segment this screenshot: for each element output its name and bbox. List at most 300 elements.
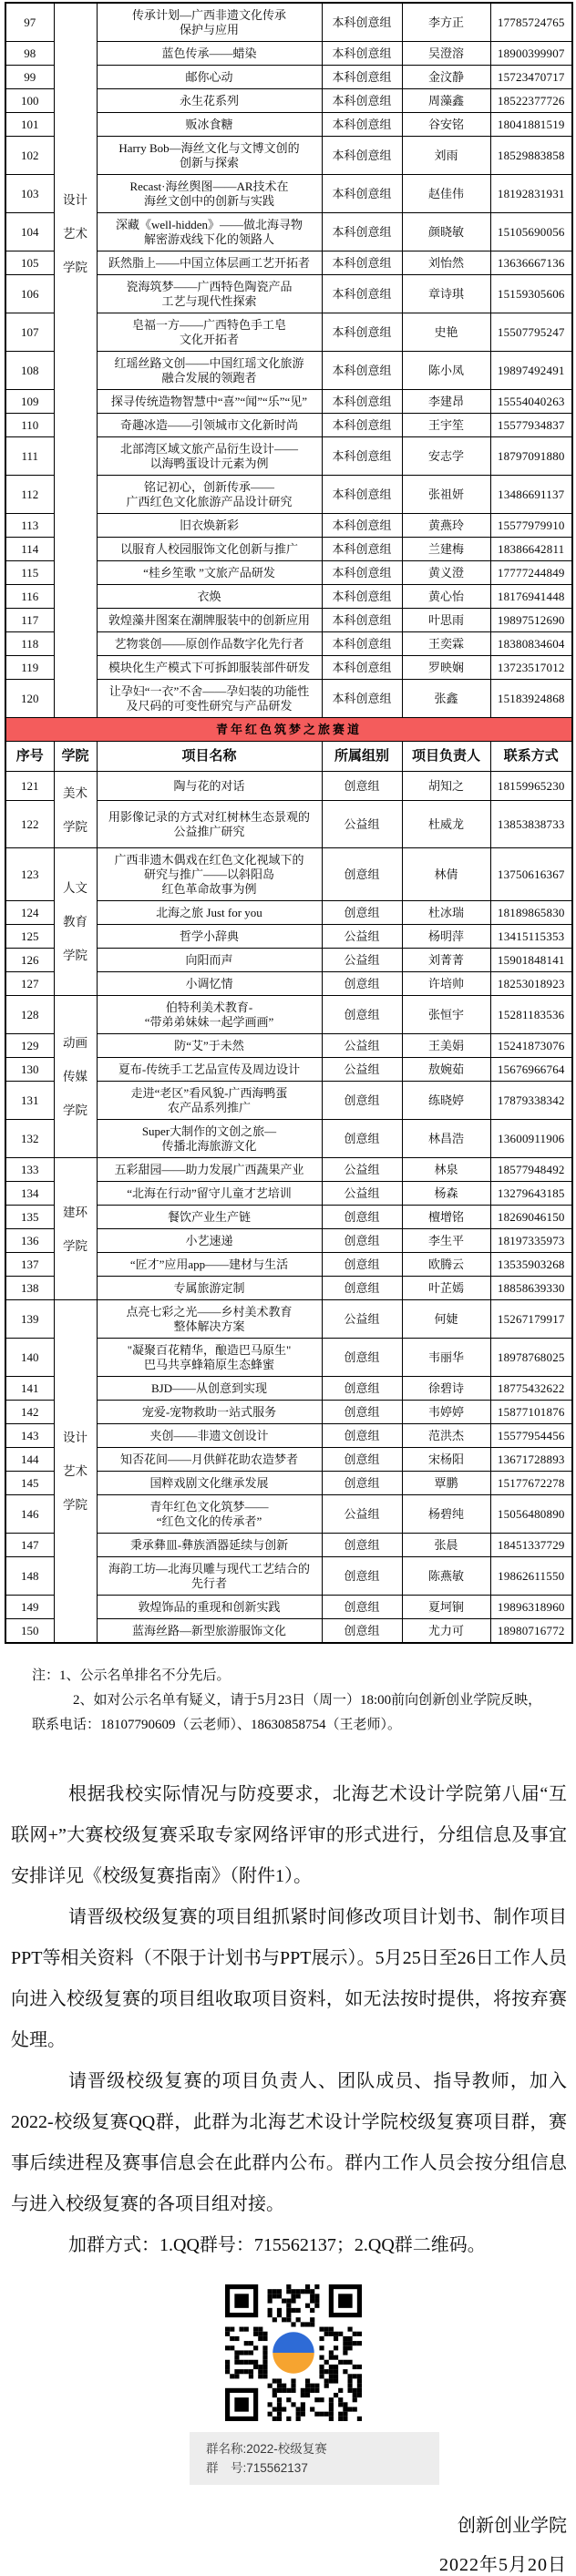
row-number-cell: 124	[5, 901, 54, 925]
group-cell: 创意组	[322, 772, 402, 801]
project-name-cell: “匠才”应用app——建材与生活	[97, 1253, 322, 1277]
project-name-cell: 衣焕	[97, 585, 322, 609]
group-cell: 本科创意组	[322, 656, 402, 680]
row-number-cell: 148	[5, 1557, 54, 1596]
phone-cell: 18980716772	[490, 1619, 572, 1644]
row-number-cell: 121	[5, 772, 54, 801]
notes-line: 联系电话：18107790609（云老师）、18630858754（王老师）。	[32, 1718, 402, 1732]
row-number-cell: 133	[5, 1158, 54, 1182]
row-number-cell: 136	[5, 1229, 54, 1253]
qr-code	[225, 2284, 362, 2421]
project-name-cell: 哲学小辞典	[97, 925, 322, 949]
phone-cell: 17777244849	[490, 561, 572, 585]
group-cell: 本科创意组	[322, 609, 402, 632]
signature-block	[0, 2510, 576, 2576]
leader-cell: 吴澄溶	[402, 42, 490, 66]
group-cell: 创意组	[322, 1082, 402, 1120]
undergrad-creative-section	[5, 3, 572, 718]
project-name-cell: "凝聚百花精华，酿造巴马原生" 巴马共享蜂箱原生态蜂蜜	[97, 1339, 322, 1377]
row-number-cell: 111	[5, 437, 54, 476]
announcement-body	[11, 1774, 567, 2266]
leader-cell: 林泉	[402, 1158, 490, 1182]
phone-cell: 15723470717	[490, 66, 572, 89]
row-number-cell: 119	[5, 656, 54, 680]
leader-cell: 范洪杰	[402, 1424, 490, 1448]
phone-cell: 18858639330	[490, 1277, 572, 1300]
leader-cell: 王奕霖	[402, 632, 490, 656]
phone-cell: 18451337729	[490, 1534, 572, 1557]
phone-cell: 15507795247	[490, 313, 572, 352]
phone-cell: 15183924868	[490, 680, 572, 718]
project-name-cell: 模块化生产模式下可拆卸服装部件研发	[97, 656, 322, 680]
leader-cell: 林倩	[402, 848, 490, 901]
group-cell: 创意组	[322, 1206, 402, 1229]
project-name-cell: 邮你心动	[97, 66, 322, 89]
leader-cell: 李建昂	[402, 390, 490, 414]
leader-cell: 谷安铭	[402, 113, 490, 137]
row-number-cell: 147	[5, 1534, 54, 1557]
project-name-cell: 国粹戏剧文化继承发展	[97, 1472, 322, 1495]
phone-cell: 15577934837	[490, 414, 572, 437]
project-name-cell: 专属旅游定制	[97, 1277, 322, 1300]
row-number-cell: 112	[5, 476, 54, 514]
phone-cell: 15241873076	[490, 1034, 572, 1058]
table-row	[5, 1300, 572, 1339]
group-cell: 本科创意组	[322, 3, 402, 42]
group-cell: 公益组	[322, 1158, 402, 1182]
row-number-cell: 117	[5, 609, 54, 632]
project-name-cell: 向阳而声	[97, 949, 322, 972]
group-cell: 本科创意组	[322, 251, 402, 275]
group-cell: 创意组	[322, 1448, 402, 1472]
leader-cell: 张恒宇	[402, 996, 490, 1034]
leader-cell: 欧腾云	[402, 1253, 490, 1277]
group-cell: 本科创意组	[322, 275, 402, 313]
group-cell: 本科创意组	[322, 42, 402, 66]
project-name-cell: 传承计划—广西非遗文化传承 保护与应用	[97, 3, 322, 42]
row-number-cell: 123	[5, 848, 54, 901]
project-name-cell: 小调忆情	[97, 972, 322, 996]
row-number-cell: 140	[5, 1339, 54, 1377]
phone-cell: 15901848141	[490, 949, 572, 972]
table-row	[5, 1158, 572, 1182]
leader-cell: 陈小凤	[402, 352, 490, 390]
row-number-cell: 132	[5, 1120, 54, 1158]
group-cell: 创意组	[322, 1229, 402, 1253]
project-name-cell: 点亮七彩之光——乡村美术教育 整体解决方案	[97, 1300, 322, 1339]
college-label: 设计 艺术 学院	[63, 192, 87, 274]
row-number-cell: 98	[5, 42, 54, 66]
phone-cell: 13636667136	[490, 251, 572, 275]
group-cell: 本科创意组	[322, 390, 402, 414]
leader-cell: 张祖妍	[402, 476, 490, 514]
row-number-cell: 110	[5, 414, 54, 437]
leader-cell: 叶芷嫣	[402, 1277, 490, 1300]
leader-cell: 叶思雨	[402, 609, 490, 632]
phone-cell: 17785724765	[490, 3, 572, 42]
leader-cell: 许培帅	[402, 972, 490, 996]
phone-cell: 18775432622	[490, 1377, 572, 1401]
signature-department: 创新创业学院	[458, 2516, 567, 2536]
leader-cell: 史艳	[402, 313, 490, 352]
row-number-cell: 102	[5, 137, 54, 175]
project-name-cell: 永生花系列	[97, 89, 322, 113]
leader-cell: 张晨	[402, 1534, 490, 1557]
phone-cell: 17879338342	[490, 1082, 572, 1120]
phone-cell: 18159965230	[490, 772, 572, 801]
project-roster-table	[5, 2, 573, 1644]
project-name-cell: 北海之旅 Just for you	[97, 901, 322, 925]
phone-cell: 18577948492	[490, 1158, 572, 1182]
phone-cell: 15056480890	[490, 1495, 572, 1534]
phone-cell: 18529883858	[490, 137, 572, 175]
phone-cell: 18189865830	[490, 901, 572, 925]
group-cell: 创意组	[322, 1377, 402, 1401]
phone-cell: 15281183536	[490, 996, 572, 1034]
group-cell: 本科创意组	[322, 680, 402, 718]
project-name-cell: 艺物裳创——原创作品数字化先行者	[97, 632, 322, 656]
leader-cell: 杨森	[402, 1182, 490, 1206]
group-cell: 创意组	[322, 1339, 402, 1377]
phone-cell: 15177672278	[490, 1472, 572, 1495]
phone-cell: 18253018923	[490, 972, 572, 996]
phone-cell: 18041881519	[490, 113, 572, 137]
row-number-cell: 114	[5, 538, 54, 561]
row-number-cell: 150	[5, 1619, 54, 1644]
phone-cell: 13486691137	[490, 476, 572, 514]
project-name-cell: 铭记初心，创新传承—— 广西红色文化旅游产品设计研究	[97, 476, 322, 514]
leader-cell: 颜晓敏	[402, 213, 490, 251]
track-banner: 青年红色筑梦之旅赛道	[5, 718, 572, 742]
row-number-cell: 99	[5, 66, 54, 89]
row-number-cell: 135	[5, 1206, 54, 1229]
project-name-cell: 贩冰食糖	[97, 113, 322, 137]
group-cell: 本科创意组	[322, 313, 402, 352]
leader-cell: 金汶静	[402, 66, 490, 89]
phone-cell: 13853838733	[490, 801, 572, 848]
phone-cell: 18380834604	[490, 632, 572, 656]
leader-cell: 尤力可	[402, 1619, 490, 1644]
leader-cell: 胡知之	[402, 772, 490, 801]
project-name-cell: 海韵工坊—北海贝雕与现代工艺结合的 先行者	[97, 1557, 322, 1596]
col-header-college: 学院	[54, 742, 97, 772]
project-name-cell: 红瑶丝路文创——中国红瑶文化旅游 融合发展的领跑者	[97, 352, 322, 390]
leader-cell: 黄心怡	[402, 585, 490, 609]
row-number-cell: 116	[5, 585, 54, 609]
row-number-cell: 128	[5, 996, 54, 1034]
row-number-cell: 129	[5, 1034, 54, 1058]
leader-cell: 檀增铭	[402, 1206, 490, 1229]
group-cell: 本科创意组	[322, 538, 402, 561]
phone-cell: 15554040263	[490, 390, 572, 414]
phone-cell: 19897512690	[490, 609, 572, 632]
leader-cell: 杜冰瑞	[402, 901, 490, 925]
group-cell: 本科创意组	[322, 137, 402, 175]
leader-cell: 刘雨	[402, 137, 490, 175]
group-cell: 本科创意组	[322, 476, 402, 514]
signature-date: 2022年5月20日	[439, 2555, 567, 2575]
college-cell	[54, 3, 97, 718]
leader-cell: 黄义澄	[402, 561, 490, 585]
body-paragraph: 请晋级校级复赛的项目组抓紧时间修改项目计划书、制作项目PPT等相关资料（不限于计划书与PPT展示）。5月25日至26日工作人员向进入校级复赛的项目组收取项目资料，如无法按时提供，将按弃赛处理。	[11, 1907, 567, 2050]
project-name-cell: 蓝海丝路—新型旅游服饰文化	[97, 1619, 322, 1644]
leader-cell: 韦丽华	[402, 1339, 490, 1377]
phone-cell: 18978768025	[490, 1339, 572, 1377]
row-number-cell: 139	[5, 1300, 54, 1339]
leader-cell: 安志学	[402, 437, 490, 476]
col-header-group: 所属组别	[322, 742, 402, 772]
group-cell: 创意组	[322, 1120, 402, 1158]
row-number-cell: 107	[5, 313, 54, 352]
leader-cell: 杨明萍	[402, 925, 490, 949]
leader-cell: 何婕	[402, 1300, 490, 1339]
project-name-cell: 蓝色传承——蜡染	[97, 42, 322, 66]
group-cell: 公益组	[322, 949, 402, 972]
project-name-cell: 秉承彝皿-彝族酒器延续与创新	[97, 1534, 322, 1557]
group-cell: 创意组	[322, 1557, 402, 1596]
group-cell: 创意组	[322, 1534, 402, 1557]
leader-cell: 陈燕敏	[402, 1557, 490, 1596]
leader-cell: 刘菁菁	[402, 949, 490, 972]
group-cell: 创意组	[322, 901, 402, 925]
leader-cell: 覃鹏	[402, 1472, 490, 1495]
group-cell: 本科创意组	[322, 414, 402, 437]
leader-cell: 徐碧诗	[402, 1377, 490, 1401]
phone-cell: 19896318960	[490, 1596, 572, 1619]
group-cell: 本科创意组	[322, 352, 402, 390]
phone-cell: 19897492491	[490, 352, 572, 390]
row-number-cell: 138	[5, 1277, 54, 1300]
leader-cell: 章诗琪	[402, 275, 490, 313]
phone-cell: 15159305606	[490, 275, 572, 313]
row-number-cell: 115	[5, 561, 54, 585]
col-header-contact: 联系方式	[490, 742, 572, 772]
row-number-cell: 118	[5, 632, 54, 656]
group-cell: 本科创意组	[322, 561, 402, 585]
group-cell: 本科创意组	[322, 213, 402, 251]
row-number-cell: 146	[5, 1495, 54, 1534]
project-name-cell: 夹创——非遗文创设计	[97, 1424, 322, 1448]
row-number-cell: 103	[5, 175, 54, 213]
group-cell: 本科创意组	[322, 632, 402, 656]
college-label: 人文 教育 学院	[63, 881, 87, 962]
project-name-cell: 宠爱-宠物救助一站式服务	[97, 1401, 322, 1424]
row-number-cell: 134	[5, 1182, 54, 1206]
group-cell: 公益组	[322, 1058, 402, 1082]
college-label: 美术 学院	[63, 785, 87, 834]
leader-cell: 王美娟	[402, 1034, 490, 1058]
row-number-cell: 108	[5, 352, 54, 390]
project-name-cell: 广西非遗木偶戏在红色文化视域下的 研究与推广——以斜阳岛 红色革命故事为例	[97, 848, 322, 901]
leader-cell: 周藻鑫	[402, 89, 490, 113]
project-name-cell: “桂乡笙歌 ”文旅产品研发	[97, 561, 322, 585]
phone-cell: 18522377726	[490, 89, 572, 113]
project-name-cell: 让孕妇“一衣”不舍——孕妇装的功能性 及尺码的可变性研究与产品研发	[97, 680, 322, 718]
phone-cell: 15676966764	[490, 1058, 572, 1082]
qr-caption-box	[190, 2432, 439, 2485]
group-cell: 公益组	[322, 801, 402, 848]
college-cell	[54, 1300, 97, 1644]
college-label: 建环 学院	[63, 1205, 87, 1253]
body-paragraph: 根据我校实际情况与防疫要求，北海艺术设计学院第八届“互联网+”大赛校级复赛采取专家网络评审的形式进行，分组信息及事宜安排详见《校级复赛指南》（附件1）。	[11, 1784, 567, 1886]
phone-cell: 18797091880	[490, 437, 572, 476]
project-name-cell: 青年红色文化筑梦—— “红色文化的传承者”	[97, 1495, 322, 1534]
row-number-cell: 149	[5, 1596, 54, 1619]
qr-group-number: 群 号:715562137	[206, 2461, 308, 2475]
leader-cell: 韦婷婷	[402, 1401, 490, 1424]
college-label: 设计 艺术 学院	[63, 1431, 87, 1512]
project-name-cell: 五彩甜园——助力发展广西蔬果产业	[97, 1158, 322, 1182]
project-name-cell: 走进“老区”看风貌-广西海鸭蛋 农产品系列推广	[97, 1082, 322, 1120]
row-number-cell: 97	[5, 3, 54, 42]
row-number-cell: 109	[5, 390, 54, 414]
row-number-cell: 145	[5, 1472, 54, 1495]
leader-cell: 练晓婷	[402, 1082, 490, 1120]
project-name-cell: 敦煌饰品的重现和创新实践	[97, 1596, 322, 1619]
college-cell	[54, 1158, 97, 1300]
row-number-cell: 113	[5, 514, 54, 538]
project-name-cell: Super大制作的文创之旅— 传播北海旅游文化	[97, 1120, 322, 1158]
leader-cell: 杜威龙	[402, 801, 490, 848]
body-paragraph: 请晋级校级复赛的项目负责人、团队成员、指导教师，加入2022-校级复赛QQ群，此群为北海艺术设计学院校级复赛项目群，赛事后续进程及赛事信息会在此群内公布。群内工作人员会按分组信息与进入校级复赛的各项目组对接。	[11, 2071, 567, 2214]
row-number-cell: 101	[5, 113, 54, 137]
phone-cell: 13600911906	[490, 1120, 572, 1158]
table-row	[5, 3, 572, 42]
leader-cell: 赵佳伟	[402, 175, 490, 213]
phone-cell: 18269046150	[490, 1206, 572, 1229]
notes-line: 注：1、公示名单排名不分先后。	[32, 1668, 231, 1683]
phone-cell: 15577979910	[490, 514, 572, 538]
group-cell: 公益组	[322, 1034, 402, 1058]
body-paragraph: 加群方式：1.QQ群号：715562137；2.QQ群二维码。	[68, 2235, 486, 2255]
row-number-cell: 127	[5, 972, 54, 996]
project-name-cell: “北海在行动”留守儿童才艺培训	[97, 1182, 322, 1206]
row-number-cell: 105	[5, 251, 54, 275]
row-number-cell: 100	[5, 89, 54, 113]
row-number-cell: 104	[5, 213, 54, 251]
project-name-cell: 夏布-传统手工艺品宣传及周边设计	[97, 1058, 322, 1082]
group-cell: 创意组	[322, 972, 402, 996]
group-cell: 本科创意组	[322, 89, 402, 113]
row-number-cell: 142	[5, 1401, 54, 1424]
group-cell: 创意组	[322, 1253, 402, 1277]
phone-cell: 15105690056	[490, 213, 572, 251]
track-banner-row	[5, 718, 572, 742]
red-journey-section	[5, 772, 572, 1644]
phone-cell: 18900399907	[490, 42, 572, 66]
project-name-cell: Recast·海丝舆图——AR技术在 海丝文创中的创新与实践	[97, 175, 322, 213]
project-name-cell: 知否花间——月供鲜花助农造梦者	[97, 1448, 322, 1472]
row-number-cell: 106	[5, 275, 54, 313]
leader-cell: 敖婉茹	[402, 1058, 490, 1082]
group-cell: 创意组	[322, 996, 402, 1034]
group-cell: 公益组	[322, 925, 402, 949]
row-number-cell: 120	[5, 680, 54, 718]
phone-cell: 13671728893	[490, 1448, 572, 1472]
row-number-cell: 143	[5, 1424, 54, 1448]
leader-cell: 李方正	[402, 3, 490, 42]
row-number-cell: 130	[5, 1058, 54, 1082]
row-number-cell: 131	[5, 1082, 54, 1120]
table-row	[5, 848, 572, 901]
phone-cell: 13723517012	[490, 656, 572, 680]
group-cell: 本科创意组	[322, 437, 402, 476]
qr-group-name: 群名称:2022-校级复赛	[206, 2442, 327, 2456]
phone-cell: 13279643185	[490, 1182, 572, 1206]
notes-line: 2、如对公示名单有疑义，请于5月23日（周一）18:00前向创新创业学院反映，	[73, 1693, 542, 1708]
project-name-cell: 旧衣焕新彩	[97, 514, 322, 538]
project-name-cell: 伯特利美术教育- “带弟弟妹妹一起学画画”	[97, 996, 322, 1034]
leader-cell: 王宇笙	[402, 414, 490, 437]
leader-cell: 宋杨阳	[402, 1448, 490, 1472]
phone-cell: 13415115353	[490, 925, 572, 949]
col-header-no: 序号	[5, 742, 54, 772]
leader-cell: 罗映娴	[402, 656, 490, 680]
project-name-cell: 防“艾”于未然	[97, 1034, 322, 1058]
project-name-cell: BJD——从创意到实现	[97, 1377, 322, 1401]
group-cell: 创意组	[322, 1277, 402, 1300]
leader-cell: 杨碧纯	[402, 1495, 490, 1534]
project-name-cell: 皂福一方——广西特色手工皂 文化开拓者	[97, 313, 322, 352]
project-name-cell: 深藏《well-hidden》——做北海寻物 解密游戏线下化的领路人	[97, 213, 322, 251]
phone-cell: 18176941448	[490, 585, 572, 609]
college-cell	[54, 772, 97, 848]
row-number-cell: 122	[5, 801, 54, 848]
group-cell: 本科创意组	[322, 175, 402, 213]
project-name-cell: 餐饮产业生产链	[97, 1206, 322, 1229]
row-number-cell: 144	[5, 1448, 54, 1472]
row-number-cell: 126	[5, 949, 54, 972]
leader-cell: 林昌浩	[402, 1120, 490, 1158]
col-header-leader: 项目负责人	[402, 742, 490, 772]
project-name-cell: 以服育人校园服饰文化创新与推广	[97, 538, 322, 561]
table-row	[5, 772, 572, 801]
row-number-cell: 141	[5, 1377, 54, 1401]
group-cell: 本科创意组	[322, 66, 402, 89]
leader-cell: 夏坷锏	[402, 1596, 490, 1619]
leader-cell: 刘怡然	[402, 251, 490, 275]
leader-cell: 张鑫	[402, 680, 490, 718]
group-cell: 创意组	[322, 848, 402, 901]
group-cell: 本科创意组	[322, 585, 402, 609]
group-cell: 公益组	[322, 1300, 402, 1339]
project-name-cell: 敦煌藻井图案在潮牌服装中的创新应用	[97, 609, 322, 632]
group-cell: 公益组	[322, 1182, 402, 1206]
leader-cell: 黄燕玲	[402, 514, 490, 538]
group-cell: 创意组	[322, 1619, 402, 1644]
leader-cell: 李生平	[402, 1229, 490, 1253]
col-header-project: 项目名称	[97, 742, 322, 772]
leader-cell: 兰建梅	[402, 538, 490, 561]
row-number-cell: 125	[5, 925, 54, 949]
phone-cell: 18197335973	[490, 1229, 572, 1253]
qq-group-qr-block	[0, 2284, 576, 2485]
project-name-cell: 北部湾区域文旅产品衍生设计—— 以海鸭蛋设计元素为例	[97, 437, 322, 476]
project-name-cell: 陶与花的对话	[97, 772, 322, 801]
group-cell: 公益组	[322, 1495, 402, 1534]
row-number-cell: 137	[5, 1253, 54, 1277]
phone-cell: 19862611550	[490, 1557, 572, 1596]
phone-cell: 18386642811	[490, 538, 572, 561]
notes	[32, 1664, 567, 1738]
college-cell	[54, 848, 97, 996]
phone-cell: 13535903268	[490, 1253, 572, 1277]
project-name-cell: 瓷海筑梦——广西特色陶瓷产品 工艺与现代性探索	[97, 275, 322, 313]
group-cell: 本科创意组	[322, 514, 402, 538]
project-name-cell: 探寻传统造物智慧中“喜”“闻”“乐”“见”	[97, 390, 322, 414]
group-cell: 创意组	[322, 1472, 402, 1495]
project-name-cell: Harry Bob—海丝文化与文博文创的 创新与探索	[97, 137, 322, 175]
